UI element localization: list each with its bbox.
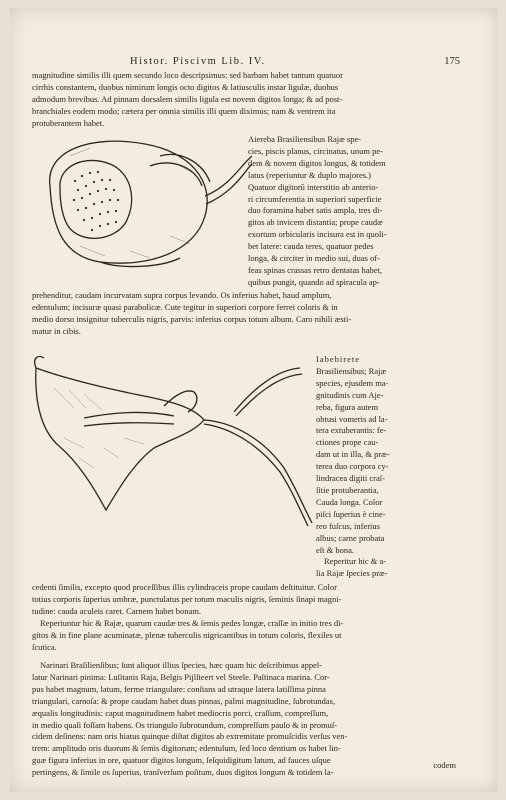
text-line: duo foramina habet satis ampla, tres di- xyxy=(248,205,383,216)
paragraph-top xyxy=(32,70,482,130)
text-line: gitos & in fine plane acuminatæ, plenæ tuberculis nigricantibus in totum coloris, flexiles ut xyxy=(32,629,342,640)
iabebirete-description xyxy=(316,354,484,580)
running-header xyxy=(130,56,460,67)
text-line: cidem deſinens: nam oris hiatus quinque diſtat digitos ab extremitate promuſcidis verſus ven- xyxy=(32,731,348,742)
text-line: pertingens, & ſimile os ſuperius, tranſverſum poſitum, duos digitos longum & totidem la- xyxy=(32,767,334,778)
text-line: ri circumferentia in superiori superficie xyxy=(248,193,382,204)
text-line: tera extuberantis: fe- xyxy=(316,425,387,436)
section-heading: Iabebirete xyxy=(316,354,360,364)
text-line: Narinari Braſilienſibus; ſunt aliquot illius ſpecies, hæc quam hic deſcribimus appel- xyxy=(40,660,323,670)
text-line: gitos ab invicem distantia; prope caudæ xyxy=(248,217,383,228)
text-line: dam ut in illa, & præ- xyxy=(316,449,390,460)
text-line: edentulum; incisuræ quasi parabolicæ. Cute tegitur in superiori corpore ferrei coloris & in xyxy=(32,301,338,312)
text-line: trem: amplitudo oris duorum & ſemis digitorum; edentulum, ſed loco dentium os habet lin- xyxy=(32,743,341,754)
text-line: triangulari, carnoſa: & prope caudam habet duas pinnas, palmi magnitudine, ſubrotundas, xyxy=(32,695,336,706)
text-line: exortum orbicularis incisura est in quoli- xyxy=(248,229,387,240)
text-line: cirrhis constantem, duobus nimirum longis octo digitos & latiusculis instar ligulæ, duobus xyxy=(32,81,339,92)
text-line: Cauda longa. Color xyxy=(316,496,383,507)
text-line: magnitudine similis illi quem secundo loco descripsimus: sed barbam habet tantum quatuor xyxy=(32,70,343,80)
text-line: ctiones prope cau- xyxy=(316,437,379,448)
text-line: dem & novem digitos longus, & totidem xyxy=(248,157,386,168)
running-title: Histor. Piscivm Lib. IV. xyxy=(130,56,266,67)
text-line: admodum brevibus. Ad pinnam dorsalem similis ligula est novem digitos longa; & ad post- xyxy=(32,93,343,104)
text-line: eſt & bona. xyxy=(316,544,355,555)
page-number: 175 xyxy=(444,56,460,67)
text-line: Reperiuntur hic & Rajæ, quarum caudæ tres & ſemis pedes longæ, craſſæ in initio tres di- xyxy=(40,617,344,628)
text-line: tudine: cauda aculeis caret. Carnem habet bonam. xyxy=(32,605,201,616)
aiereba-ray-illustration xyxy=(30,126,252,276)
text-line: albus; carne probata xyxy=(316,532,385,543)
text-line: totius corporis ſuperius umbræ, punctulatus per totum maculis nigris, ſeminis ſinapi magni- xyxy=(32,593,342,604)
text-line: Brasiliensibus; Rajæ xyxy=(316,365,387,376)
text-line: cedenti ſimilis, excepto quod proceſſibus illis cylindraceis prope caudam deſtituitur. Color xyxy=(32,582,337,592)
text-line: terea duo corpora cy- xyxy=(316,461,389,472)
text-line: medio dorso insignitur tuberculis nigris, parvis: inferius corpus totum album. Caro nihili æsti- xyxy=(32,313,352,324)
text-line: feas spinas crassas retro dentatas habet, xyxy=(248,264,383,275)
text-line: ſcutica. xyxy=(32,641,57,652)
text-line: lindracea digiti craſ- xyxy=(316,473,385,484)
text-line: Aiereba Brasiliensibus Rajæ spe- xyxy=(248,134,362,144)
aiereba-description xyxy=(248,134,482,289)
text-line: bet latere: cauda teres, quatuor pedes xyxy=(248,241,374,252)
book-page xyxy=(10,8,498,792)
text-line: pus habet magnum, latum, ferme triangulare: conſtans ad utraque latera latiſſima pinna xyxy=(32,683,326,694)
text-line: latur Narinari pinima: Luſitanis Raja, Belgis Pijlſteert vel Steele. Paſtinaca marina. Cor- xyxy=(32,671,330,682)
text-line: matur in cibis. xyxy=(32,325,81,336)
text-line: lia Rajæ ſpecies præ- xyxy=(316,568,388,579)
iabebirete-description-cont xyxy=(32,582,482,653)
narinari-description xyxy=(32,660,482,779)
text-line: gnitudinis cum Aje- xyxy=(316,389,384,400)
text-line: reba, figura autem xyxy=(316,401,379,412)
text-line: species, ejusdem ma- xyxy=(316,377,389,388)
body-spots-pattern xyxy=(73,171,119,231)
text-line: æqualis longitudinis: caput magnitudinem habet mediocris porci, craſſum, compreſſum, xyxy=(32,707,329,718)
text-line: guæ figura inferius in ore, quatuor digitos longum, ſeſquidigitum latum, ad fauces uſque xyxy=(32,755,331,766)
text-line: Quatuor digitorū interstitio ab anterio- xyxy=(248,181,379,192)
text-line: piſci ſuperius è cine- xyxy=(316,508,386,519)
text-line: cies, piscis planus, circinatus, unum pe- xyxy=(248,145,384,156)
text-line: longa, & circiter in medio sui, duas of- xyxy=(248,253,380,264)
text-line: in medio quaſi foſſam habens. Os triangulo ſubrotundum, compreſſum paulo & in promuſ- xyxy=(32,719,338,730)
text-line: protuberantem habet. xyxy=(32,117,105,128)
text-line: branchiales eodem modo; cætera per omnia similis illi quem diximus; nam & ventrem ita xyxy=(32,105,336,116)
text-line: obtusi vomeris ad la- xyxy=(316,413,388,424)
text-line: Reperitur hic & a- xyxy=(324,556,387,567)
text-line: ſitie protuberantia, xyxy=(316,484,379,495)
iabebirete-ray-illustration xyxy=(24,348,314,528)
text-line: prehenditur, caudam incurvatam supra corpus levando. Os inferius habet, haud amplum, xyxy=(32,290,332,300)
catchword: codem xyxy=(433,760,456,770)
text-line: reo fuſcus, inferius xyxy=(316,520,380,531)
text-line: quibus pungit, quando ad spiracula ap- xyxy=(248,276,380,287)
aiereba-description-cont xyxy=(32,290,482,338)
text-line: latus (reperiuntur & duplo majores.) xyxy=(248,169,371,180)
